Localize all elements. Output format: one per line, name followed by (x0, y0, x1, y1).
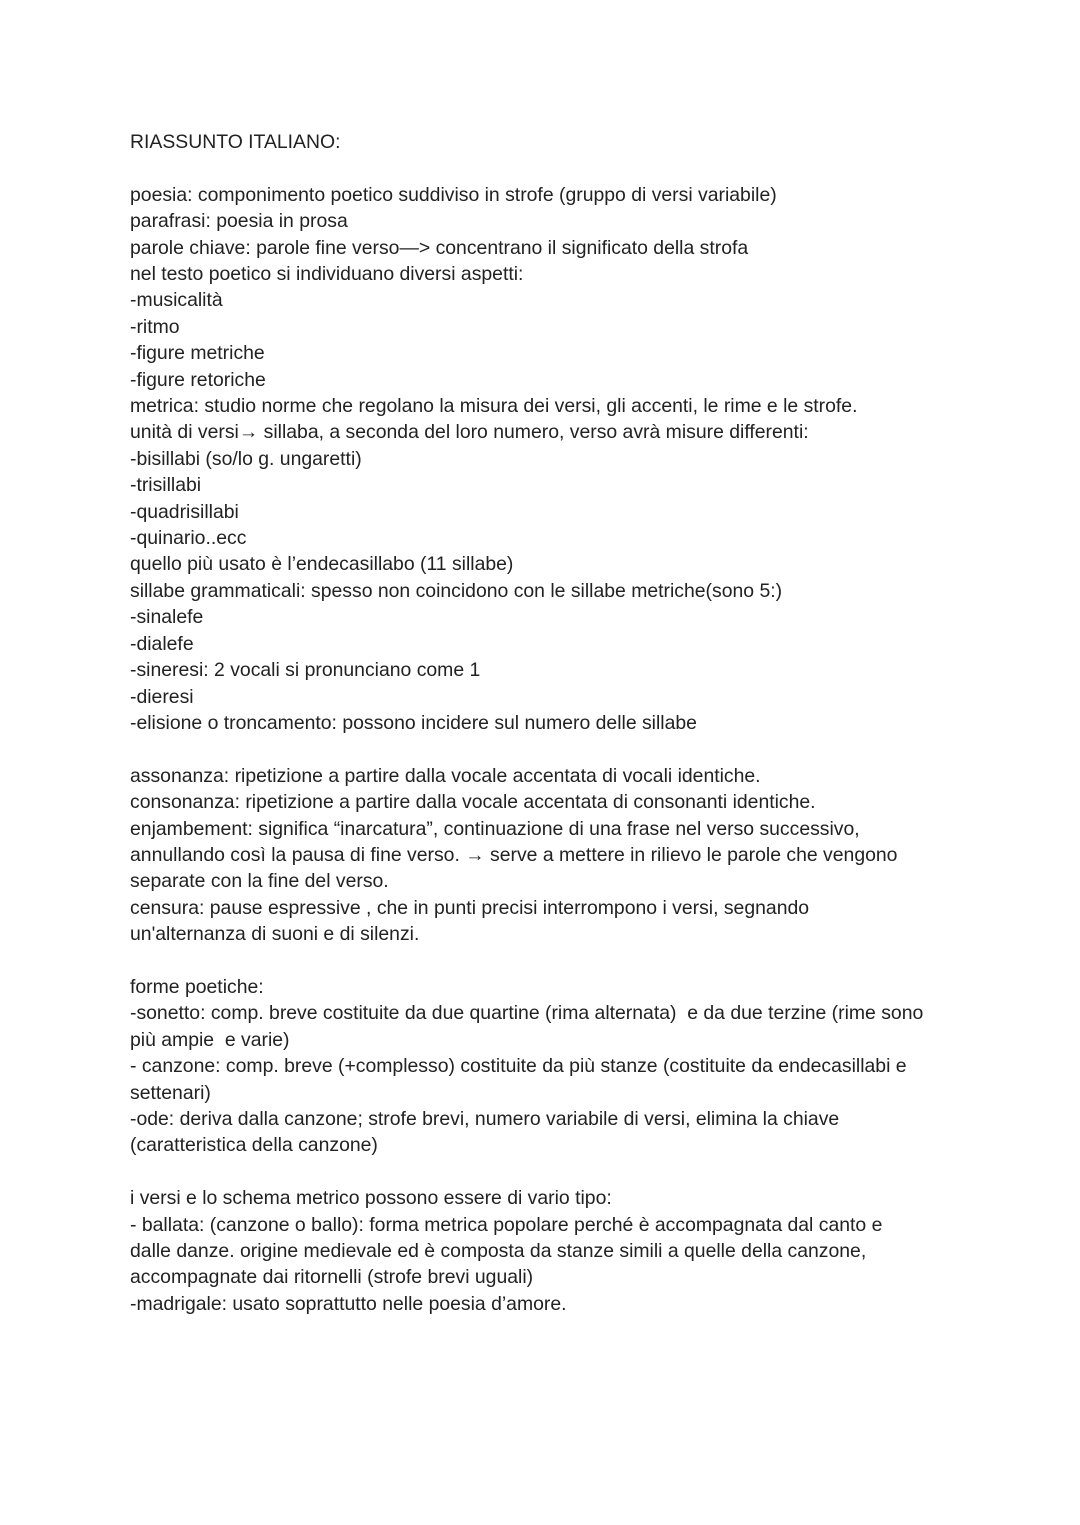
section-metric-schemes (130, 1185, 970, 1317)
text-line: -musicalità (130, 289, 223, 312)
document-title: RIASSUNTO ITALIANO: (130, 131, 341, 153)
text-line: nel testo poetico si individuano diversi aspetti: (130, 263, 524, 285)
text-line: -sonetto: comp. breve costituite da due quartine (rima alternata) e da due terzine (rime sono (130, 1002, 924, 1025)
text-line: poesia: componimento poetico suddiviso in strofe (gruppo di versi variabile) (130, 183, 777, 206)
text-line: -bisillabi (so/lo g. ungaretti) (130, 447, 362, 470)
text-line: quello più usato è l’endecasillabo (11 sillabe) (130, 553, 514, 576)
paragraph-gap (130, 155, 970, 181)
text-line: enjambement: significa “inarcatura”, continuazione di una frase nel verso successivo, (130, 817, 860, 840)
text-line: -quadrisillabi (130, 500, 239, 523)
text-line: -sinalefe (130, 606, 204, 629)
text-line: -sineresi: 2 vocali si pronunciano come 1 (130, 659, 481, 682)
text-line: -figure retoriche (130, 368, 266, 391)
paragraph-gap (130, 736, 970, 762)
text-line: -figure metriche (130, 342, 265, 365)
text-line: forme poetiche: (130, 975, 264, 998)
text-line: più ampie e varie) (130, 1028, 290, 1051)
text-line: sillabe grammaticali: spesso non coincidono con le sillabe metriche(sono 5:) (130, 579, 783, 602)
paragraph-gap (130, 948, 970, 974)
text-line: -madrigale: usato soprattutto nelle poesia d’amore. (130, 1292, 567, 1315)
section-sound-figures (130, 763, 970, 948)
text-line: metrica: studio norme che regolano la misura dei versi, gli accenti, le rime e le strofe. (130, 395, 858, 418)
text-line: parafrasi: poesia in prosa (130, 210, 348, 233)
text-line: -dialefe (130, 632, 194, 655)
section-poetry-basics (130, 182, 970, 737)
text-line: - ballata: (canzone o ballo): forma metrica popolare perché è accompagnata dal canto e (130, 1213, 883, 1236)
text-line: i versi e lo schema metrico possono essere di vario tipo: (130, 1187, 612, 1210)
text-line: -dieresi (130, 685, 194, 708)
text-line: dalle danze. origine medievale ed è composta da stanze simili a quelle della canzone, (130, 1239, 867, 1262)
text-line: -ritmo (130, 315, 180, 338)
document-body (130, 129, 970, 1317)
text-line: settenari) (130, 1081, 211, 1104)
text-line: - canzone: comp. breve (+complesso) costituite da più stanze (costituite da endecasillabi e (130, 1055, 907, 1078)
text-line: -quinario..ecc (130, 527, 247, 550)
text-line: accompagnate dai ritornelli (strofe brevi uguali) (130, 1266, 534, 1289)
text-line: un'alternanza di suoni e di silenzi. (130, 923, 420, 946)
text-line: separate con la fine del verso. (130, 870, 389, 893)
text-line: -elisione o troncamento: possono incidere sul numero delle sillabe (130, 711, 697, 734)
text-line: annullando così la pausa di fine verso. → serve a mettere in rilievo le parole che vengono (130, 843, 898, 866)
text-line: parole chiave: parole fine verso—> concentrano il significato della strofa (130, 236, 749, 259)
text-line: -ode: deriva dalla canzone; strofe brevi, numero variabile di versi, elimina la chiave (130, 1107, 840, 1130)
section-poetic-forms (130, 974, 970, 1159)
text-line: (caratteristica della canzone) (130, 1134, 378, 1157)
text-line: unità di versi→ sillaba, a seconda del loro numero, verso avrà misure differenti: (130, 421, 809, 444)
text-line: assonanza: ripetizione a partire dalla vocale accentata di vocali identiche. (130, 764, 761, 787)
paragraph-gap (130, 1159, 970, 1185)
text-line: censura: pause espressive , che in punti precisi interrompono i versi, segnando (130, 896, 810, 919)
text-line: consonanza: ripetizione a partire dalla vocale accentata di consonanti identiche. (130, 791, 816, 814)
text-line: -trisillabi (130, 474, 202, 497)
